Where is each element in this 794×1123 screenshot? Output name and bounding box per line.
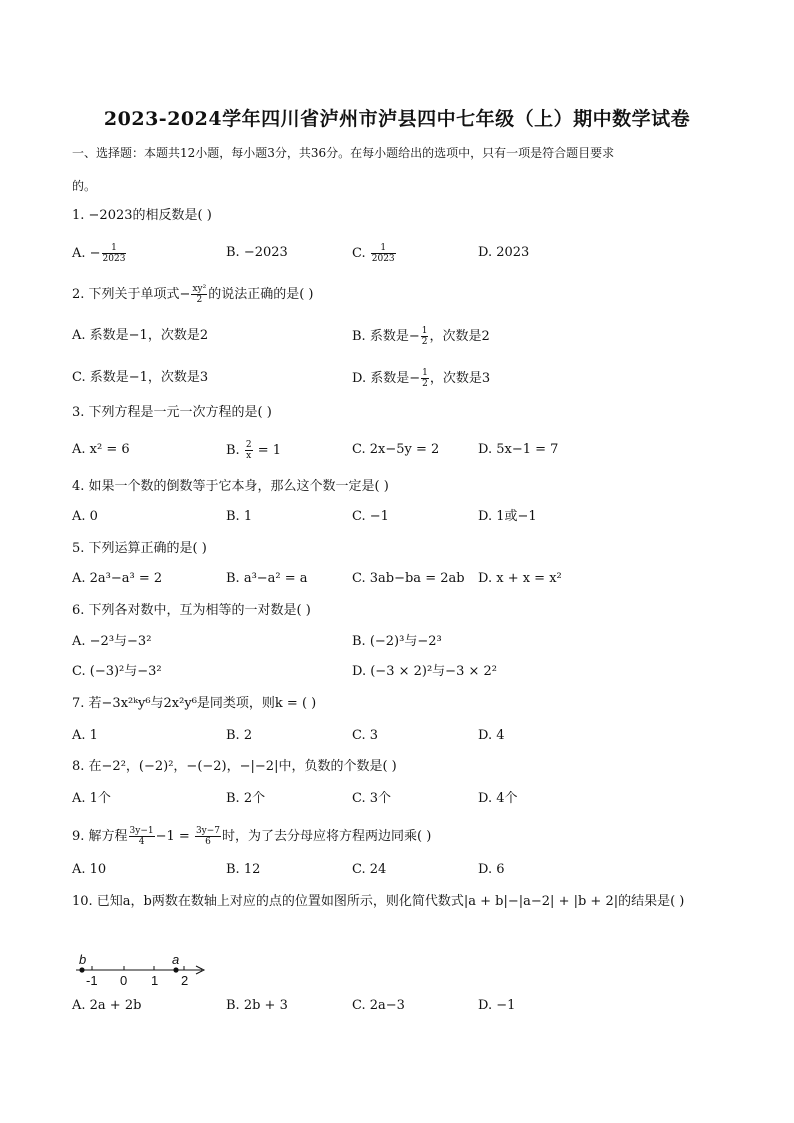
question-2-stem bbox=[72, 284, 314, 305]
fraction bbox=[191, 284, 207, 305]
question-4-option-b[interactable]: B. 1 bbox=[226, 509, 253, 524]
question-7-option-a[interactable]: A. 1 bbox=[72, 728, 98, 743]
question-10-option-c[interactable]: C. 2a−3 bbox=[352, 998, 405, 1013]
question-5-option-a[interactable]: A. 2a³−a³ = 2 bbox=[72, 571, 163, 586]
question-4-option-c[interactable]: C. −1 bbox=[352, 509, 389, 524]
fraction-denominator: 2 bbox=[196, 295, 203, 305]
question-10-stem: 10. 已知a，b两数在数轴上对应的点的位置如图所示，则化简代数式|a + b|−|a−2| + |b + 2|的结果是( ) bbox=[72, 894, 685, 909]
stem-text: 9. 解方程 bbox=[72, 829, 128, 844]
fraction bbox=[371, 243, 396, 264]
fraction bbox=[129, 826, 155, 847]
fraction-numerator: 3y−1 bbox=[129, 826, 154, 836]
fraction-numerator: 1 bbox=[422, 368, 428, 378]
question-1-option-a[interactable] bbox=[72, 243, 127, 264]
question-9-option-b[interactable]: B. 12 bbox=[226, 862, 261, 877]
question-5-option-c[interactable]: C. 3ab−ba = 2ab bbox=[352, 571, 465, 586]
question-7-option-c[interactable]: C. 3 bbox=[352, 728, 379, 743]
question-8-option-b[interactable]: B. 2个 bbox=[226, 791, 266, 806]
fraction bbox=[195, 826, 221, 847]
question-3-option-c[interactable]: C. 2x−5y = 2 bbox=[352, 442, 440, 457]
question-1-option-d[interactable]: D. 2023 bbox=[478, 245, 530, 260]
question-2-option-a[interactable]: A. 系数是−1，次数是2 bbox=[72, 328, 209, 343]
question-1-option-b[interactable]: B. −2023 bbox=[226, 245, 288, 260]
question-10-option-a[interactable]: A. 2a + 2b bbox=[72, 998, 142, 1013]
question-5-option-d[interactable]: D. x + x = x² bbox=[478, 571, 562, 586]
question-6-option-a[interactable]: A. −2³与−3² bbox=[72, 634, 152, 649]
question-6-stem: 6. 下列各对数中，互为相等的一对数是( ) bbox=[72, 603, 311, 618]
fraction bbox=[421, 326, 429, 347]
fraction-denominator: 4 bbox=[138, 837, 145, 847]
option-text: B. 系数是− bbox=[352, 329, 420, 344]
question-5-option-b[interactable]: B. a³−a² = a bbox=[226, 571, 308, 586]
question-2-option-b[interactable] bbox=[352, 326, 490, 347]
question-10-option-b[interactable]: B. 2b + 3 bbox=[226, 998, 288, 1013]
section-instruction-line2: 的。 bbox=[72, 179, 97, 193]
question-8-option-d[interactable]: D. 4个 bbox=[478, 791, 518, 806]
question-6-option-d[interactable]: D. (−3 × 2)²与−3 × 2² bbox=[352, 664, 497, 679]
stem-text: 2. 下列关于单项式− bbox=[72, 287, 191, 302]
stem-text: 时，为了去分母应将方程两边同乘( ) bbox=[222, 829, 432, 844]
number-line-figure bbox=[74, 954, 214, 990]
question-6-option-b[interactable]: B. (−2)³与−2³ bbox=[352, 634, 442, 649]
fraction-numerator: 1 bbox=[371, 243, 396, 254]
question-3-option-b[interactable] bbox=[226, 440, 281, 461]
question-7-option-b[interactable]: B. 2 bbox=[226, 728, 253, 743]
question-4-option-a[interactable]: A. 0 bbox=[72, 509, 98, 524]
question-4-option-d[interactable]: D. 1或−1 bbox=[478, 509, 537, 524]
option-text: B. bbox=[226, 443, 244, 458]
question-9-option-d[interactable]: D. 6 bbox=[478, 862, 505, 877]
question-9-option-c[interactable]: C. 24 bbox=[352, 862, 387, 877]
fraction-denominator: x bbox=[246, 451, 252, 461]
fraction bbox=[102, 243, 127, 264]
question-2-option-d[interactable] bbox=[352, 368, 490, 389]
fraction bbox=[421, 368, 429, 389]
stem-text: 的说法正确的是( ) bbox=[208, 287, 314, 302]
page-title: 2023-2024学年四川省泸州市泸县四中七年级（上）期中数学试卷 bbox=[103, 108, 691, 130]
question-7-option-d[interactable]: D. 4 bbox=[478, 728, 505, 743]
option-text: ，次数是3 bbox=[429, 371, 491, 386]
point-a bbox=[173, 967, 178, 972]
tick-label-2: 2 bbox=[181, 973, 189, 988]
fraction bbox=[245, 440, 253, 461]
fraction-denominator: 2023 bbox=[102, 254, 126, 264]
question-9-stem bbox=[72, 826, 431, 847]
question-10-option-d[interactable]: D. −1 bbox=[478, 998, 516, 1013]
question-6-option-c[interactable]: C. (−3)²与−3² bbox=[72, 664, 162, 679]
fraction-denominator: 2 bbox=[421, 337, 428, 347]
option-text: = 1 bbox=[253, 443, 281, 458]
fraction-numerator: xy² bbox=[192, 284, 207, 294]
fraction-numerator: 1 bbox=[102, 243, 127, 254]
label-b: b bbox=[79, 954, 87, 967]
option-text: D. 系数是− bbox=[352, 371, 421, 386]
point-b bbox=[79, 967, 84, 972]
option-text: C. bbox=[352, 246, 370, 261]
fraction-numerator: 3y−7 bbox=[195, 826, 221, 836]
question-7-stem: 7. 若−3x²ᵏy⁶与2x²y⁶是同类项，则k = ( ) bbox=[72, 696, 317, 711]
question-1-option-c[interactable] bbox=[352, 243, 397, 264]
stem-text: −1 = bbox=[155, 829, 194, 844]
section-instruction-line1: 一、选择题：本题共12小题，每小题3分，共36分。在每小题给出的选项中，只有一项是符合题目要求 bbox=[72, 146, 615, 160]
question-8-option-a[interactable]: A. 1个 bbox=[72, 791, 111, 806]
fraction-denominator: 2 bbox=[422, 379, 428, 389]
option-text: ，次数是2 bbox=[429, 329, 490, 344]
fraction-numerator: 1 bbox=[421, 326, 428, 336]
question-2-option-c[interactable]: C. 系数是−1，次数是3 bbox=[72, 370, 209, 385]
tick-label-0: 0 bbox=[120, 973, 128, 988]
question-3-option-a[interactable]: A. x² = 6 bbox=[72, 442, 130, 457]
label-a: a bbox=[172, 954, 180, 967]
question-3-stem: 3. 下列方程是一元一次方程的是( ) bbox=[72, 405, 272, 420]
question-8-stem: 8. 在−2²，(−2)²，−(−2)，−|−2|中，负数的个数是( ) bbox=[72, 759, 397, 774]
question-4-stem: 4. 如果一个数的倒数等于它本身，那么这个数一定是( ) bbox=[72, 479, 389, 494]
fraction-denominator: 2023 bbox=[371, 254, 395, 264]
question-8-option-c[interactable]: C. 3个 bbox=[352, 791, 392, 806]
tick-label-minus-1: -1 bbox=[86, 973, 98, 988]
tick-label-1: 1 bbox=[151, 973, 159, 988]
question-3-option-d[interactable]: D. 5x−1 = 7 bbox=[478, 442, 559, 457]
fraction-numerator: 2 bbox=[245, 440, 252, 450]
fraction-denominator: 6 bbox=[205, 837, 211, 847]
question-9-option-a[interactable]: A. 10 bbox=[72, 862, 107, 877]
question-5-stem: 5. 下列运算正确的是( ) bbox=[72, 541, 207, 556]
option-text: A. − bbox=[72, 246, 101, 261]
question-1-stem: 1. −2023的相反数是( ) bbox=[72, 208, 212, 223]
